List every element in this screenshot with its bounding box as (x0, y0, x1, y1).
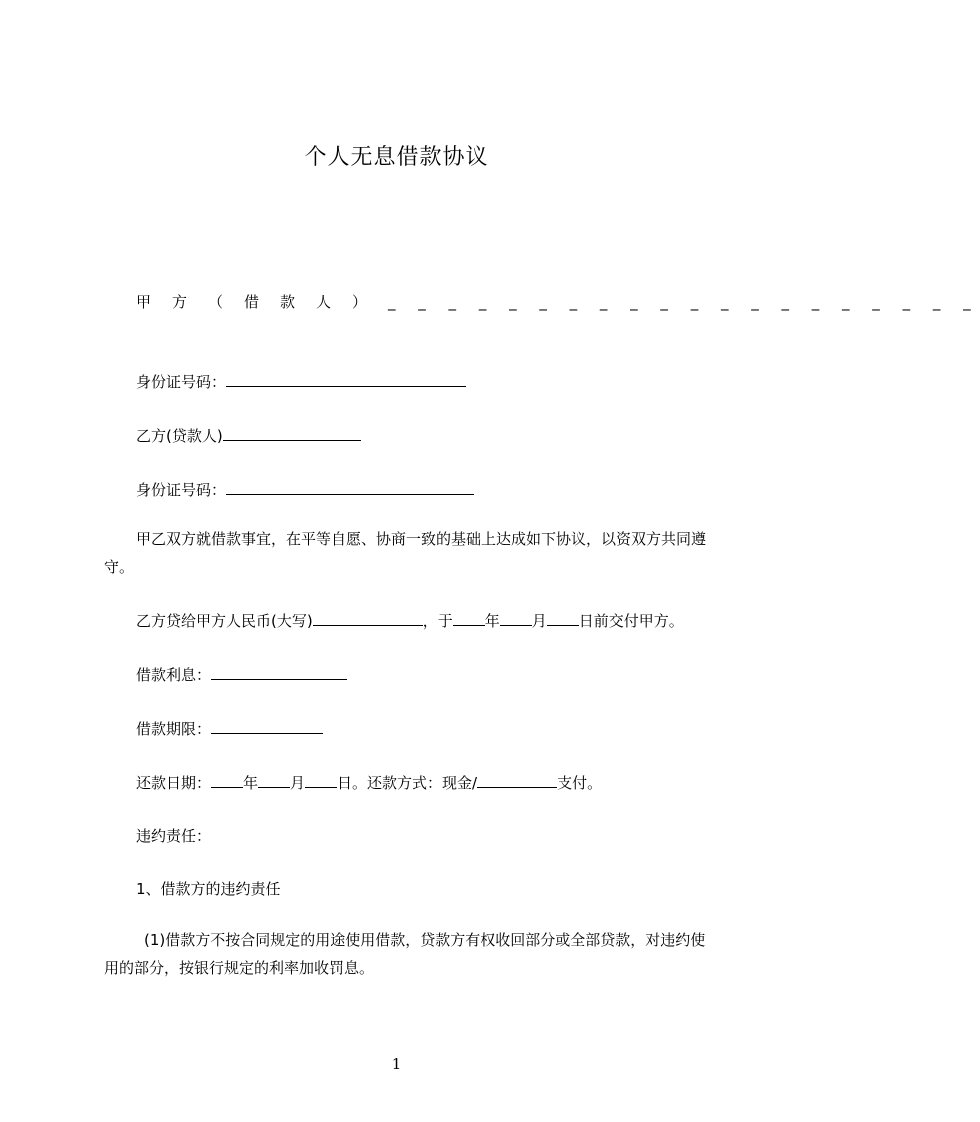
loan-amount-line (136, 610, 684, 631)
party-b-label: 乙方(贷款人) (136, 427, 223, 445)
interest-line (136, 664, 347, 685)
repay-month: 月 (290, 774, 306, 792)
loan-year-blank (453, 610, 485, 626)
party-b-id-line (136, 479, 474, 500)
term-label: 借款期限： (136, 720, 212, 738)
party-b-line (136, 425, 361, 446)
party-a-id-label: 身份证号码： (136, 373, 227, 391)
party-b-blank (223, 425, 361, 441)
loan-comma-at: ，于 (422, 612, 453, 630)
party-a-blank: _ _ _ _ _ _ _ _ _ _ _ _ _ _ _ _ _ _ _ _ (388, 293, 980, 311)
loan-month-blank (500, 610, 532, 626)
loan-year: 年 (484, 612, 500, 630)
repay-label: 还款日期： (136, 774, 212, 792)
breach-item-1: 1、借款方的违约责任 (136, 880, 281, 898)
loan-amount-blank (313, 610, 423, 626)
party-a-label: 甲方（借款人） (136, 293, 389, 311)
repay-pay: 支付。 (557, 774, 603, 792)
loan-month: 月 (531, 612, 547, 630)
breach-heading: 违约责任： (136, 827, 212, 845)
breach-item-1-1: (1)借款方不按合同规定的用途使用借款，贷款方有权收回部分或全部贷款，对违约使用的部分，按银行规定的利率加收罚息。 (104, 931, 706, 977)
party-a-id-line (136, 371, 466, 392)
repay-method-blank (477, 772, 557, 788)
page-number: 1 (391, 1055, 402, 1073)
loan-prefix: 乙方贷给甲方人民币(大写) (136, 612, 313, 630)
document-title: 个人无息借款协议 (304, 145, 489, 170)
repay-line (136, 772, 602, 793)
party-a-line (136, 292, 980, 312)
term-blank (211, 718, 323, 734)
repay-year: 年 (243, 774, 259, 792)
repay-method: 日。还款方式：现金/ (337, 774, 478, 792)
loan-day-blank (547, 610, 579, 626)
party-b-id-blank (226, 479, 474, 495)
party-a-id-blank (226, 371, 466, 387)
interest-label: 借款利息： (136, 666, 212, 684)
interest-blank (211, 664, 347, 680)
loan-delivery: 日前交付甲方。 (578, 612, 684, 630)
repay-year-blank (211, 772, 243, 788)
repay-month-blank (258, 772, 290, 788)
repay-day-blank (305, 772, 337, 788)
party-b-id-label: 身份证号码： (136, 481, 227, 499)
intro-paragraph: 甲乙双方就借款事宜，在平等自愿、协商一致的基础上达成如下协议，以资双方共同遵守。 (104, 530, 707, 576)
term-line (136, 718, 323, 739)
